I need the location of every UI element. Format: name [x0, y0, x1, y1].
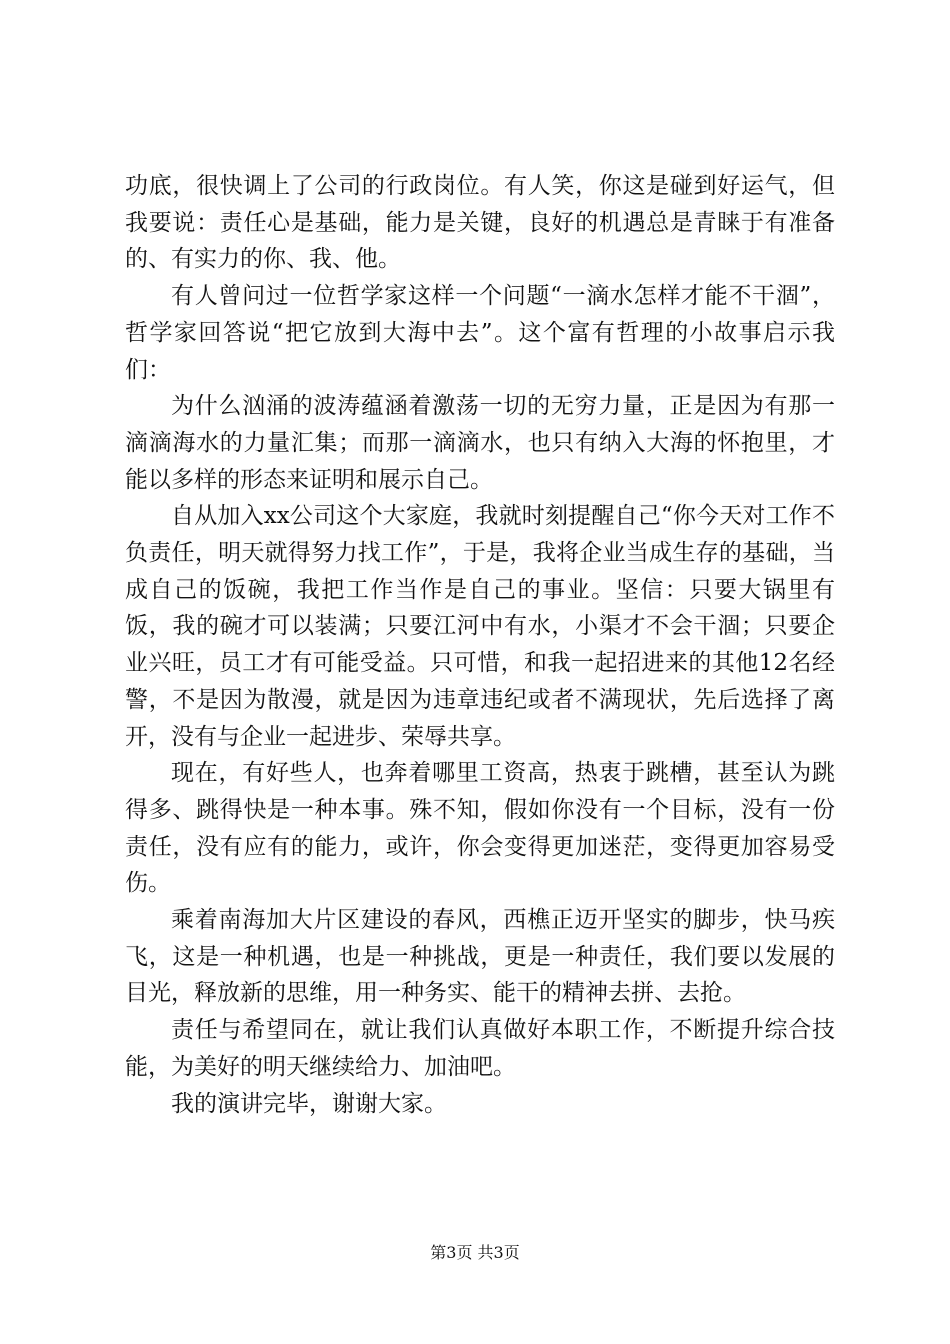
page-number-footer: 第3页 共3页	[430, 1243, 520, 1262]
paragraph-responsibility-hope: 责任与希望同在，就让我们认真做好本职工作，不断提升综合技能，为美好的明天继续给力、加油吧。	[125, 1017, 835, 1080]
paragraph-job-hopping: 现在，有好些人，也奔着哪里工资高，热衷于跳槽，甚至认为跳得多、跳得快是一种本事。殊不知，假如你没有一个目标，没有一份责任，没有应有的能力，或许，你会变得更加迷茫，变得更加容易受伤。	[125, 760, 835, 897]
paragraph-ocean-metaphor: 为什么汹涌的波涛蕴涵着激荡一切的无穷力量，正是因为有那一滴滴海水的力量汇集；而那一滴滴水，也只有纳入大海的怀抱里，才能以多样的形态来证明和展示自己。	[125, 393, 835, 493]
paragraph-closing: 我的演讲完毕，谢谢大家。	[171, 1090, 447, 1117]
paragraph-joining-company: 自从加入xx公司这个大家庭，我就时刻提醒自己“你今天对工作不负责任，明天就得努力找工作”，于是，我将企业当成生存的基础，当成自己的饭碗，我把工作当作是自己的事业。坚信：只要大锅里有饭，我的碗才可以装满；只要江河中有水，小渠才不会干涸；只要企业兴旺，员工才有可能受益。只可惜，和我一起招进来的其他12名经警，不是因为散漫，就是因为违章违纪或者不满现状，先后选择了离开，没有与企业一起进步、荣辱共享。	[125, 503, 835, 750]
paragraph-continuation: 功底，很快调上了公司的行政岗位。有人笑，你这是碰到好运气，但我要说：责任心是基础，能力是关键，良好的机遇总是青睐于有准备的、有实力的你、我、他。	[125, 173, 835, 273]
paragraph-philosopher-question: 有人曾问过一位哲学家这样一个问题“一滴水怎样才能不干涸”，哲学家回答说“把它放到大海中去”。这个富有哲理的小故事启示我们：	[125, 283, 835, 383]
document-body	[125, 168, 835, 1122]
paragraph-opportunity: 乘着南海加大片区建设的春风，西樵正迈开坚实的脚步，快马疾飞，这是一种机遇，也是一种挑战，更是一种责任，我们要以发展的目光，释放新的思维，用一种务实、能干的精神去拼、去抢。	[125, 907, 835, 1007]
